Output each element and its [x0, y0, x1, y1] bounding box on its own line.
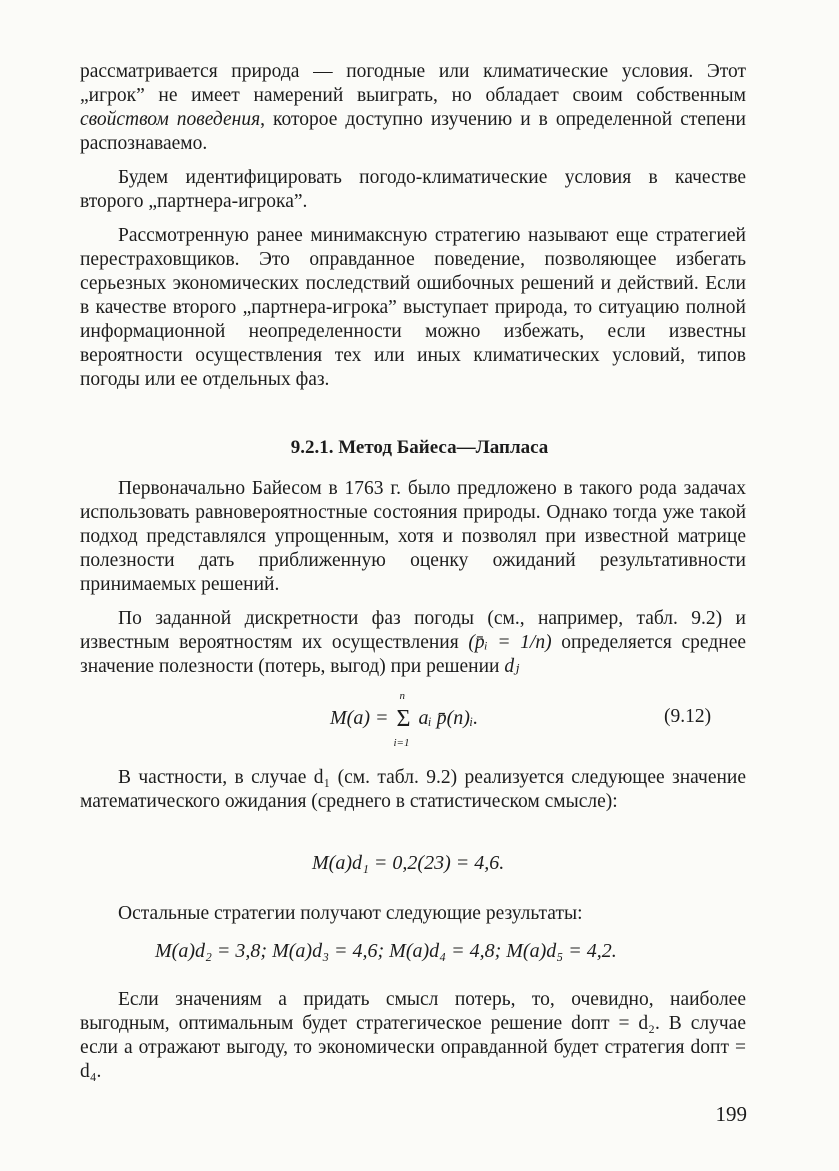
sum-lower-limit: i=1: [393, 737, 410, 749]
equation-number: (9.12): [664, 706, 712, 727]
p1-text-end: , которое доступно изучению и в определенной степени распознаваемо.: [80, 109, 746, 154]
p1-text-start: рассматривается природа — погодные или климатические условия. Этот „игрок” не имеет намерений выиграть, но обладает своим собственным: [80, 61, 746, 106]
paragraph-identify-weather: Будем идентифицировать погодо-климатические условия в качестве второго „партнера-игрока”.: [80, 167, 746, 212]
sum-upper-limit: n: [399, 690, 405, 702]
equation-lhs: M(a) =: [330, 707, 394, 730]
conclusion-text-block: [80, 988, 746, 1094]
middle-text-block: [80, 477, 746, 689]
paragraph-conclusion: Если значениям a придать смысл потерь, то, очевидно, наиболее выгодным, оптимальным будет стратегическое решение dопт = d₂. В случае если a отражают выгоду, то экономически оправданной будет стратегия dопт = d₄.: [80, 989, 746, 1082]
paragraph-minimax: Рассмотренную ранее минимаксную стратегию называют еще стратегией перестраховщиков. Это оправданное поведение, позволяющее избегать серьезных экономических последствий ошибочных решений и действий. Если в качестве второго „партнера-игрока” выступает природа, то ситуацию полной информационной неопределенности можно избежать, если известны вероятности осуществления тех или иных климатических условий, типов погоды или ее отдельных фаз.: [80, 225, 746, 390]
p1-emphasis: свойством поведения: [80, 109, 261, 130]
section-heading: 9.2.1. Метод Байеса—Лапласа: [290, 437, 549, 458]
phases-text-after: определяется среднее значение полезности (потерь, выгод) при решении: [80, 632, 747, 677]
particular-text-block: [80, 766, 746, 824]
formula-rest: M(a)d₂ = 3,8; M(a)d₃ = 4,6; M(a)d₄ = 4,8; M(a)d₅ = 4,2.: [155, 940, 617, 962]
paragraph-rest: Остальные стратегии получают следующие результаты:: [118, 903, 583, 924]
paragraph-nature-player: [80, 60, 746, 156]
paragraph-bayes: Первоначально Байесом в 1763 г. было предложено в такого рода задачах использовать равновероятностные состояния природы. Однако тогда уже такой подход представлялся упрощенным, хотя и позволял при известной матрице полезности дать приближенную оценку ожиданий результативности принимаемых решений.: [80, 478, 746, 595]
sum-operator: n Σ i=1: [393, 690, 411, 749]
probability-formula: (p̄ᵢ = 1/n): [468, 632, 552, 653]
rest-text-block: [80, 902, 746, 936]
phases-text: По заданной дискретности фаз погоды (см., например, табл. 9.2) и известным вероятностям их осуществления: [80, 608, 746, 653]
paragraph-phases: [80, 607, 746, 679]
top-text-block: [80, 60, 746, 402]
paragraph-particular: В частности, в случае d₁ (см. табл. 9.2) реализуется следующее значение математического ожидания (среднего в статистическом смысле):: [80, 767, 746, 812]
page-number: 199: [715, 1102, 747, 1126]
formula-d1: M(a)d₁ = 0,2(23) = 4,6.: [312, 852, 505, 874]
equation-9-12: [330, 690, 479, 749]
equation-rhs: aᵢ p̄(n)ᵢ.: [418, 707, 479, 730]
decision-variable: dⱼ: [504, 656, 520, 677]
